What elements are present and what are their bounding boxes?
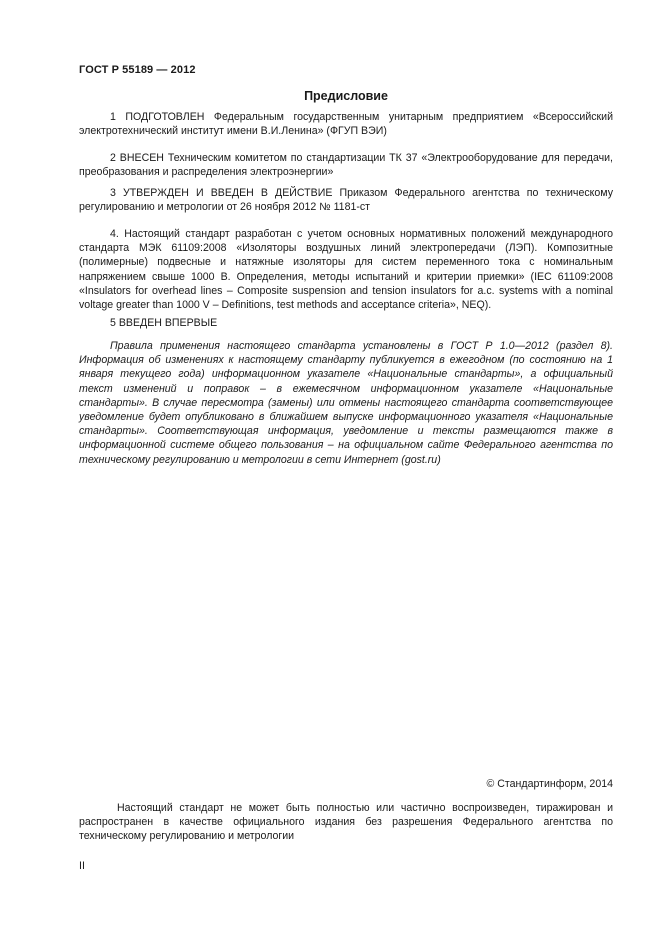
copyright-line: © Стандартинформ, 2014 <box>486 778 613 790</box>
page-number: II <box>79 860 85 872</box>
application-rules-paragraph: Правила применения настоящего стандарта установлены в ГОСТ Р 1.0—2012 (раздел 8). Информация об изменениях к настоящему стандарту публикуется в ежегодном (по состоянию на 1 января текущего года) информационном указателе «Национальные стандарты», а официальный текст изменений и поправок – в ежемесячном информационном указателе «Национальные стандарты». В случае пересмотра (замены) или отмены настоящего стандарта соответствующее уведомление будет опубликовано в ближайшем выпуске информационного указателя «Национальные стандарты». Соответствующая информация, уведомление и тексты размещаются также в информационной системе общего пользования – на официальном сайте Федерального агентства по техническому регулированию и метрологии в сети Интернет (gost.ru) <box>79 340 613 466</box>
preface-item-5: 5 ВВЕДЕН ВПЕРВЫЕ <box>110 317 218 329</box>
preface-item-1: 1 ПОДГОТОВЛЕН Федеральным государственным унитарным предприятием «Всероссийский электротехнический институт имени В.И.Ленина» (ФГУП ВЭИ) <box>79 111 613 138</box>
page-title: Предисловие <box>304 89 388 103</box>
preface-item-3: 3 УТВЕРЖДЕН И ВВЕДЕН В ДЕЙСТВИЕ Приказом Федерального агентства по техническому регулированию и метрологии от 26 ноября 2012 № 1181-ст <box>79 187 613 214</box>
reproduction-notice: Настоящий стандарт не может быть полностью или частично воспроизведен, тиражирован и распространен в качестве официального издания без разрешения Федерального агентства по техническому регулированию и метрологии <box>79 802 613 843</box>
preface-item-2: 2 ВНЕСЕН Техническим комитетом по стандартизации ТК 37 «Электрооборудование для передачи, преобразования и распределения электроэнергии» <box>79 152 613 179</box>
standard-id-header: ГОСТ Р 55189 — 2012 <box>79 64 196 76</box>
preface-item-4: 4. Настоящий стандарт разработан с учетом основных нормативных положений международного стандарта МЭК 61109:2008 «Изоляторы воздушных линий электропередачи (ЛЭП). Композитные (полимерные) подвесные и натяжные изоляторы для систем переменного тока с номинальным напряжением свыше 1000 В. Определения, методы испытаний и критерии приемки» (IEC 61109:2008 «Insulators for overhead lines – Composite suspension and tension insulators for a.c. systems with a nominal voltage greater than 1000 V – Definitions, test methods and acceptance criteria», NEQ). <box>79 228 613 312</box>
